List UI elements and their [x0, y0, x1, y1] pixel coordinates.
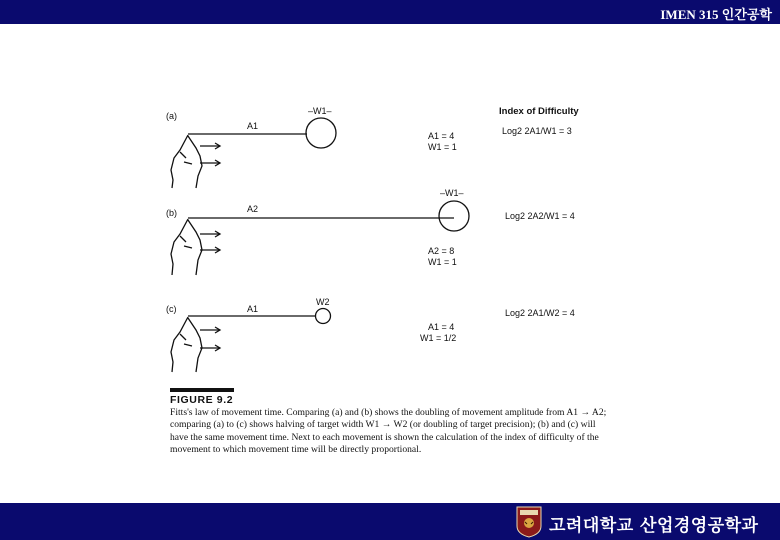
- index-formula-a: Log2 2A1/W1 = 3: [502, 126, 572, 136]
- hand-icon-b: [171, 219, 202, 275]
- width-label-a: –W1–: [308, 106, 332, 116]
- panel-tag-c: (c): [166, 304, 177, 314]
- distance-label-a: A1: [247, 121, 259, 131]
- figure-label: FIGURE 9.2: [170, 394, 234, 406]
- value-line-a-2: W1 = 1: [428, 142, 457, 152]
- distance-label-c: A1: [247, 304, 259, 314]
- value-line-b-2: W1 = 1: [428, 257, 457, 267]
- figure-rule: [170, 388, 234, 392]
- korea-university-logo-icon: [516, 506, 542, 538]
- value-line-b-1: A2 = 8: [428, 246, 455, 256]
- value-line-c-1: A1 = 4: [428, 322, 455, 332]
- figure-caption: Fitts's law of movement time. Comparing (a) and (b) shows the doubling of movement amplitude from A1 → A2; comparing (a) to (c) shows halving of target width W1 → W2 (or doubling of target precision); (b) and (c) will have the same movement time. Next to each movement is shown the calculation of the index of difficulty of the movement to which movement time will be directly proportional.: [170, 407, 607, 456]
- target-circle-b: [439, 201, 469, 231]
- width-label-c: W2: [316, 297, 330, 307]
- department-name: 고려대학교 산업경영공학과: [549, 516, 759, 536]
- target-circle-a: [306, 118, 336, 148]
- value-line-a-1: A1 = 4: [428, 131, 455, 141]
- hand-icon-a: [171, 135, 202, 188]
- course-title: IMEN 315 인간공학: [660, 7, 772, 22]
- fitts-law-figure: [160, 100, 620, 470]
- target-circle-c: [316, 309, 331, 324]
- index-of-difficulty-header: Index of Difficulty: [499, 106, 579, 117]
- value-line-c-2: W1 = 1/2: [420, 333, 457, 343]
- index-formula-b: Log2 2A2/W1 = 4: [505, 211, 575, 221]
- header-bar: [0, 0, 780, 24]
- distance-label-b: A2: [247, 204, 259, 214]
- panel-tag-a: (a): [166, 111, 177, 121]
- fitts-law-diagram: [160, 100, 620, 390]
- panel-tag-b: (b): [166, 208, 177, 218]
- width-label-b: –W1–: [440, 188, 464, 198]
- index-formula-c: Log2 2A1/W2 = 4: [505, 308, 575, 318]
- hand-icon-c: [171, 317, 202, 372]
